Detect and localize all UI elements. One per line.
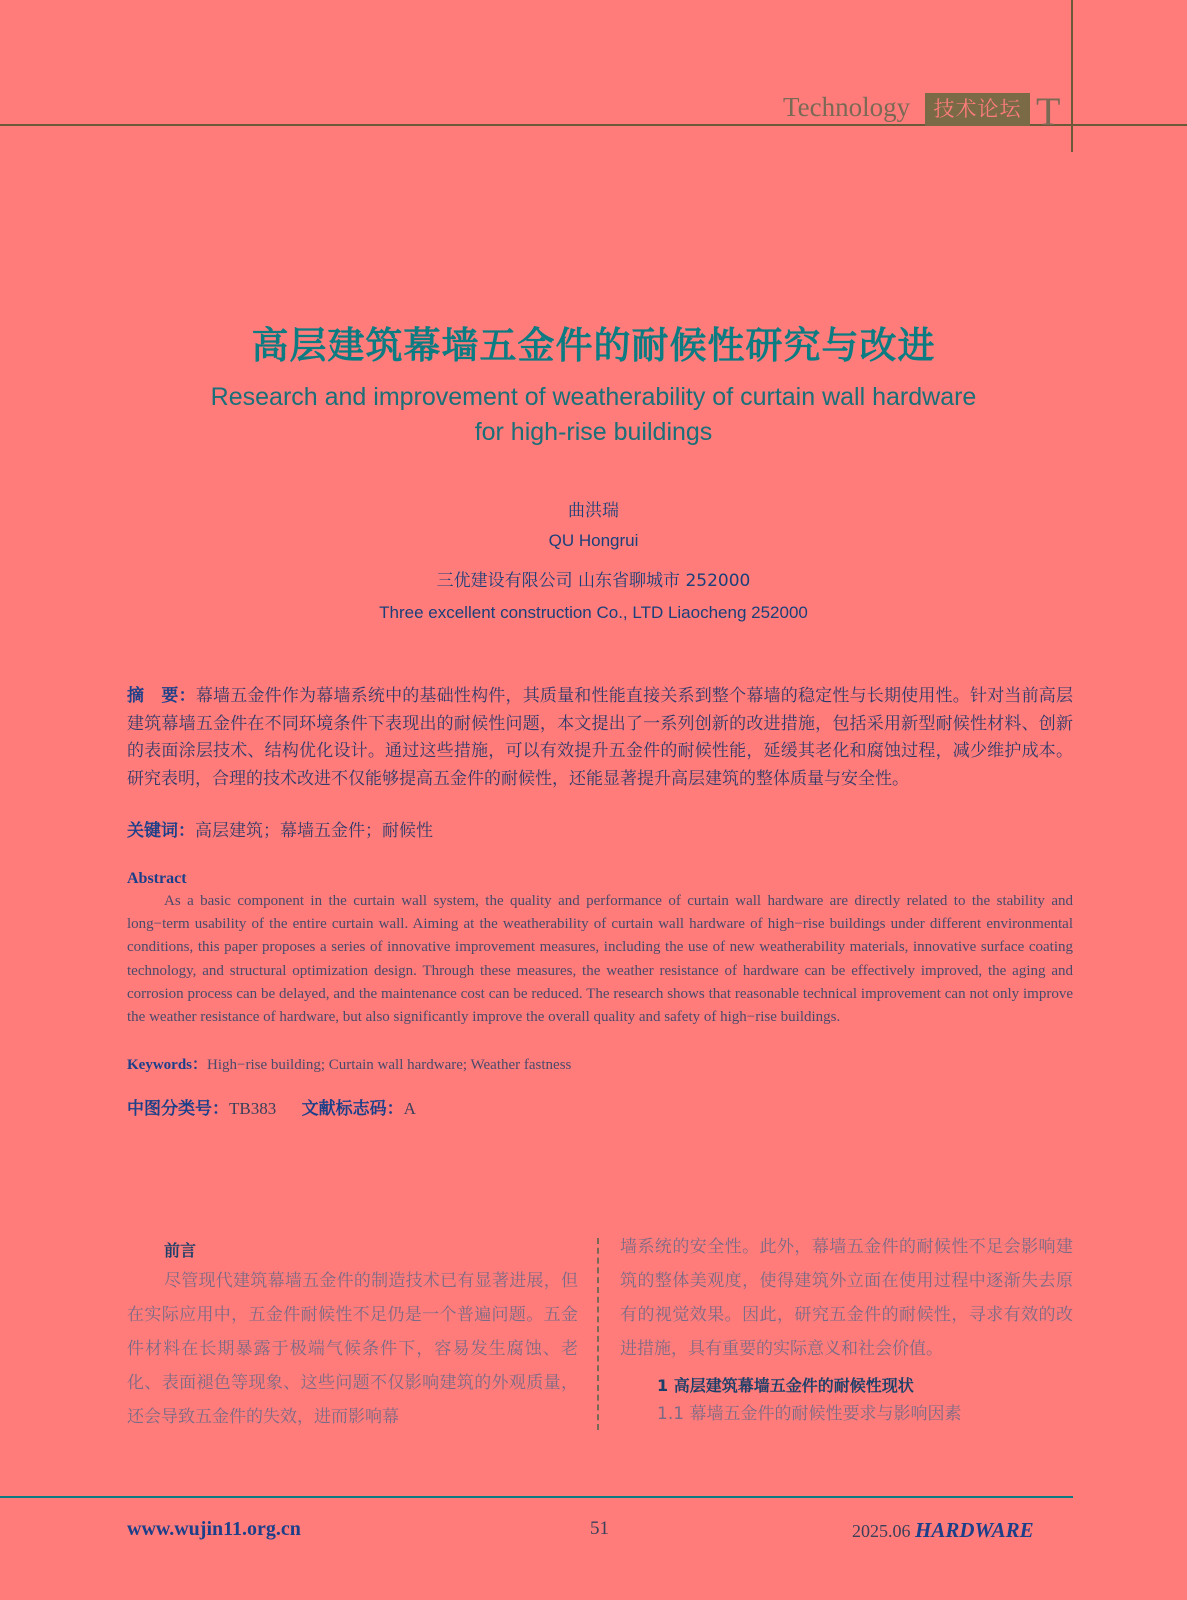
column-divider — [597, 1238, 599, 1430]
affiliation-cn: 三优建设有限公司 山东省聊城市 252000 — [436, 571, 751, 591]
affiliation-en: Three excellent construction Co., LTD Liaocheng 252000 — [379, 603, 808, 622]
author-name-en: QU Hongrui — [548, 531, 639, 550]
footer-url[interactable]: www.wujin11.org.cn — [127, 1518, 301, 1540]
section-label-en: Technology — [783, 92, 911, 122]
section-label-cn: 技术论坛 — [925, 93, 1030, 126]
abstract-en-text: As a basic component in the curtain wall system, the quality and performance of curtain wall hardware are directly related to the stability and long−term usability of the entire curtain wall. Aiming at the weatherability of curtain wall hardware of high−rise buildings under different environmental conditions, this paper proposes a series of innovative improvement measures, including the use of new weatherability materials, innovative surface coating technology, and structural optimization design. Through these measures, the weather resistance of hardware can be effectively improved, the aging and corrosion process can be delayed, and the maintenance cost can be reduced. The research shows that reasonable technical improvement can not only improve the weather resistance of hardware, but also significantly improve the overall quality and safety of high−rise buildings. — [127, 893, 1073, 1026]
header-vertical-rule — [1071, 0, 1073, 152]
abstract-cn — [127, 683, 1073, 793]
issue-date: 2025.06 — [852, 1521, 911, 1541]
keywords-en-label: Keywords： — [127, 1057, 207, 1073]
doc-code-label: 文献标志码： — [301, 1099, 404, 1119]
keywords-en — [127, 1054, 1073, 1077]
classification — [127, 1094, 416, 1119]
abstract-cn-text: 幕墙五金件作为幕墙系统中的基础性构件，其质量和性能直接关系到整个幕墙的稳定性与长期使用性。针对当前高层建筑幕墙五金件在不同环境条件下表现出的耐候性问题，本文提出了一系列创新的改进措施，包括采用新型耐候性材料、创新的表面涂层技术、结构优化设计。通过这些措施，可以有效提升五金件的耐候性能，延缓其老化和腐蚀过程，减少维护成本。研究表明，合理的技术改进不仅能够提高五金件的耐候性，还能显著提升高层建筑的整体质量与安全性。 — [127, 686, 1074, 789]
abstract-cn-label: 摘 要： — [127, 686, 196, 706]
keywords-cn-text: 高层建筑；幕墙五金件；耐候性 — [195, 821, 433, 841]
preface-heading: 前言 — [164, 1241, 197, 1260]
keywords-cn-label: 关键词： — [127, 821, 195, 841]
title-en-line2: for high-rise buildings — [474, 418, 713, 446]
footer-journal — [852, 1518, 1034, 1543]
clc-label: 中图分类号： — [127, 1099, 229, 1119]
title-en — [0, 380, 1187, 450]
journal-name: HARDWARE — [915, 1518, 1034, 1542]
section1-heading: 1 高层建筑幕墙五金件的耐候性现状 — [657, 1376, 914, 1395]
body-right-column: 墙系统的安全性。此外，幕墙五金件的耐候性不足会影响建筑的整体美观度，使得建筑外立面在使用过程中逐渐失去原有的视觉效果。因此，研究五金件的耐候性，寻求有效的改进措施，具有重要的实际意义和社会价值。 — [620, 1237, 1073, 1359]
footer-rule — [0, 1496, 1073, 1498]
keywords-en-text: High−rise building; Curtain wall hardware; Weather fastness — [207, 1057, 572, 1073]
section-letter: T — [1036, 89, 1061, 134]
body-left-column: 尽管现代建筑幕墙五金件的制造技术已有显著进展，但在实际应用中，五金件耐候性不足仍是一个普遍问题。五金件材料在长期暴露于极端气候条件下，容易发生腐蚀、老化、表面褪色等现象、这些问题不仅影响建筑的外观质量，还会导致五金件的失效，进而影响幕 — [127, 1271, 578, 1427]
section11-heading: 1.1 幕墙五金件的耐候性要求与影响因素 — [657, 1404, 962, 1424]
page-number: 51 — [590, 1518, 609, 1539]
keywords-cn — [127, 818, 1073, 846]
abstract-en-heading: Abstract — [127, 870, 187, 887]
doc-code-value: A — [403, 1099, 416, 1118]
author-name-cn: 曲洪瑞 — [568, 501, 619, 521]
title-en-line1: Research and improvement of weatherability of curtain wall hardware — [210, 383, 977, 411]
clc-value: TB383 — [229, 1099, 277, 1118]
title-cn: 高层建筑幕墙五金件的耐候性研究与改进 — [251, 324, 936, 367]
